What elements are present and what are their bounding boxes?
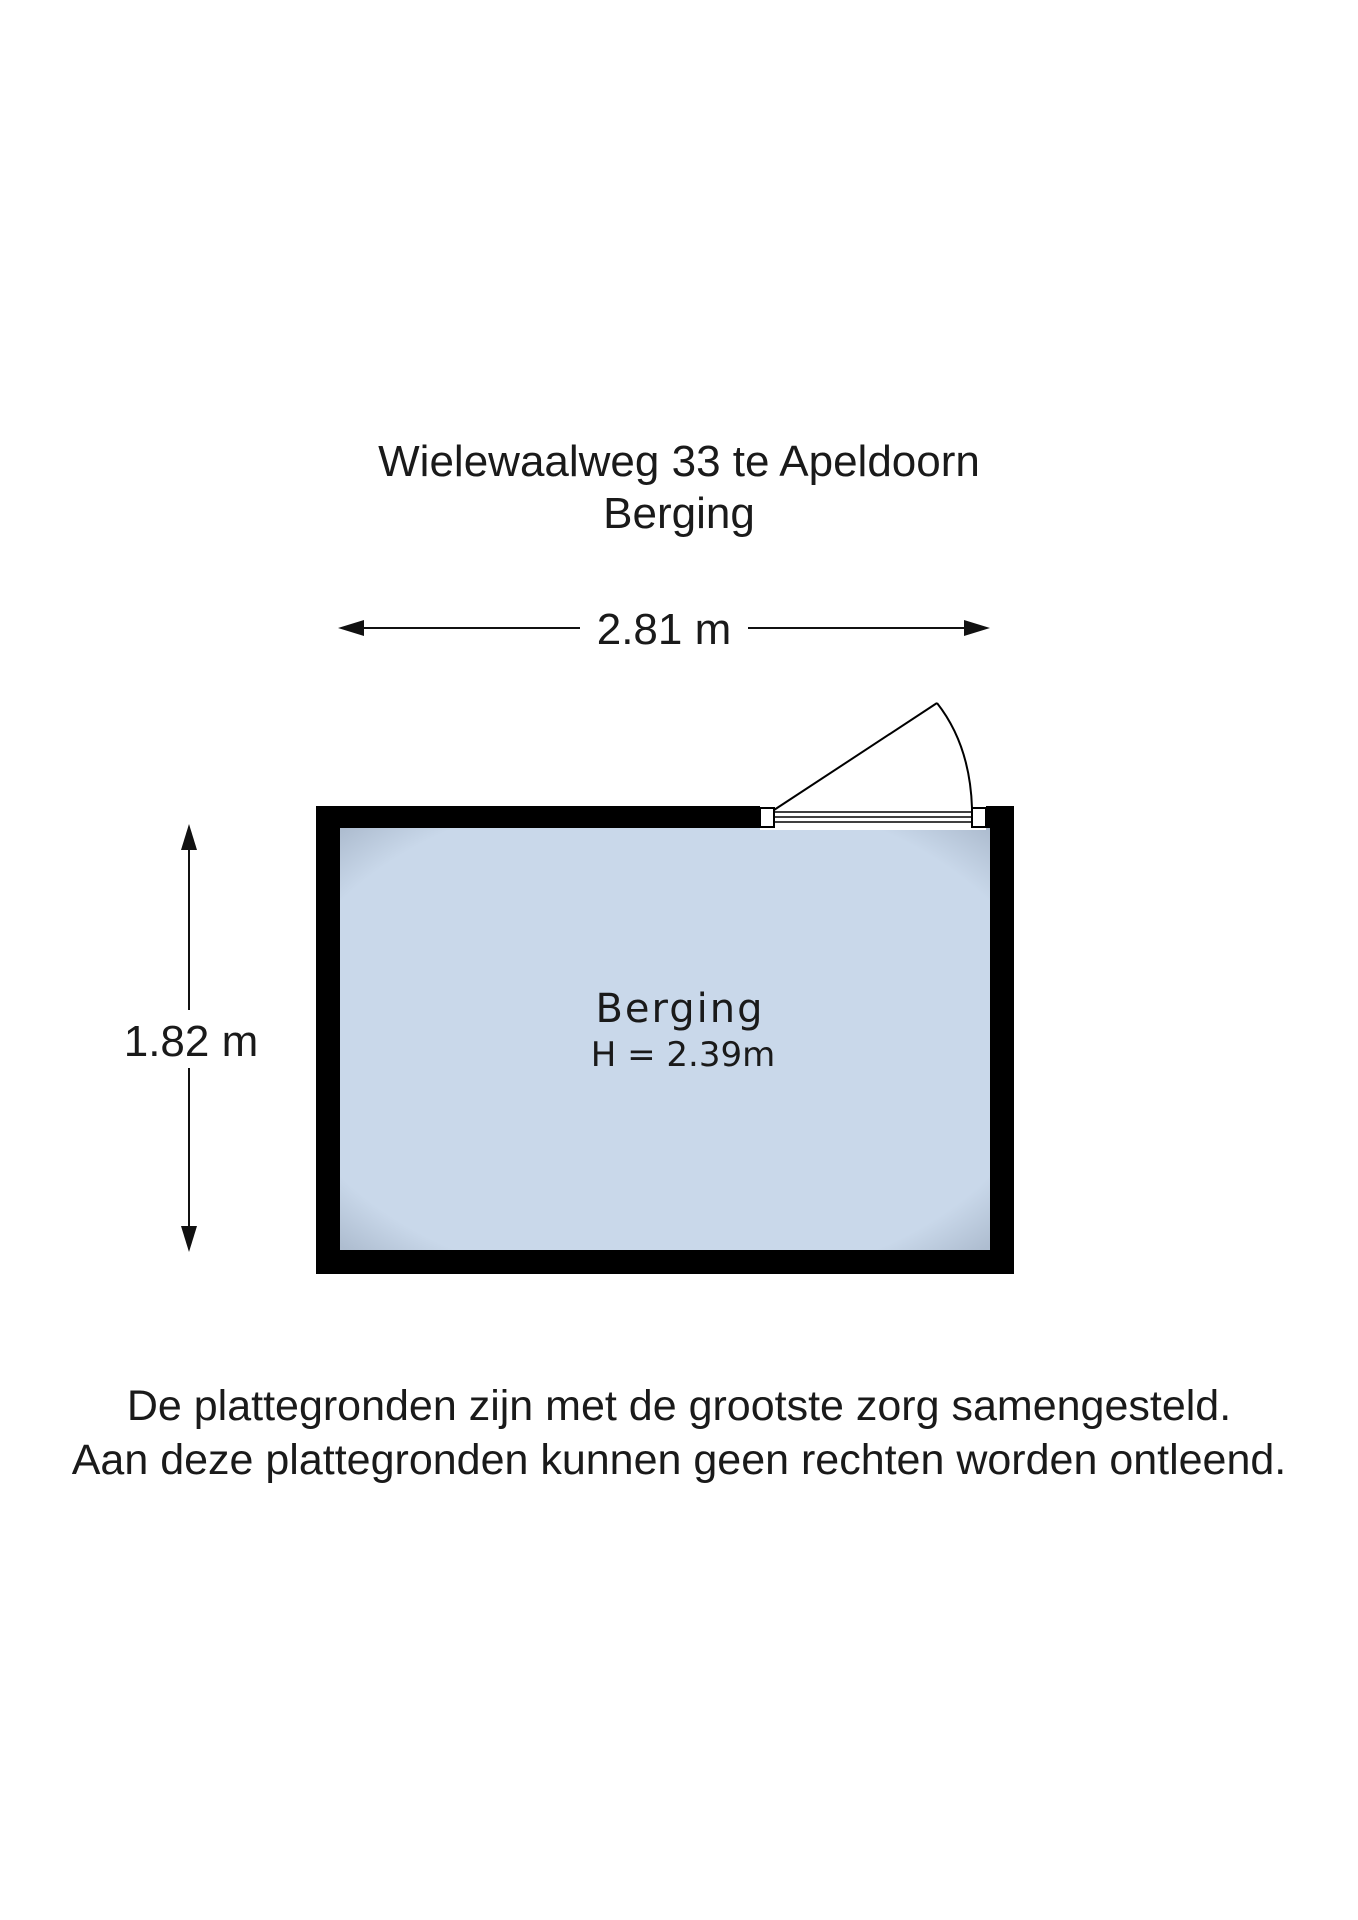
door-leaf	[774, 703, 937, 810]
room-height-label: H = 2.39m	[590, 1035, 776, 1075]
room-name-label: Berging	[595, 986, 765, 1032]
arrow-down-icon	[181, 1226, 197, 1252]
width-dimension	[338, 605, 990, 654]
arrow-right-icon	[964, 620, 990, 636]
disclaimer-line-2: Aan deze plattegronden kunnen geen rechten worden ontleend.	[71, 1436, 1287, 1484]
arrow-left-icon	[338, 620, 364, 636]
depth-dimension	[124, 824, 259, 1252]
room-berging	[316, 703, 1014, 1274]
door-swing-arc	[937, 703, 972, 808]
disclaimer-line-1: De plattegronden zijn met de grootste zorg samengesteld.	[126, 1382, 1232, 1430]
floor-title: Berging	[603, 489, 755, 538]
address-title: Wielewaalweg 33 te Apeldoorn	[378, 437, 980, 486]
arrow-up-icon	[181, 824, 197, 850]
width-label: 2.81 m	[596, 605, 732, 654]
depth-label: 1.82 m	[123, 1017, 259, 1066]
